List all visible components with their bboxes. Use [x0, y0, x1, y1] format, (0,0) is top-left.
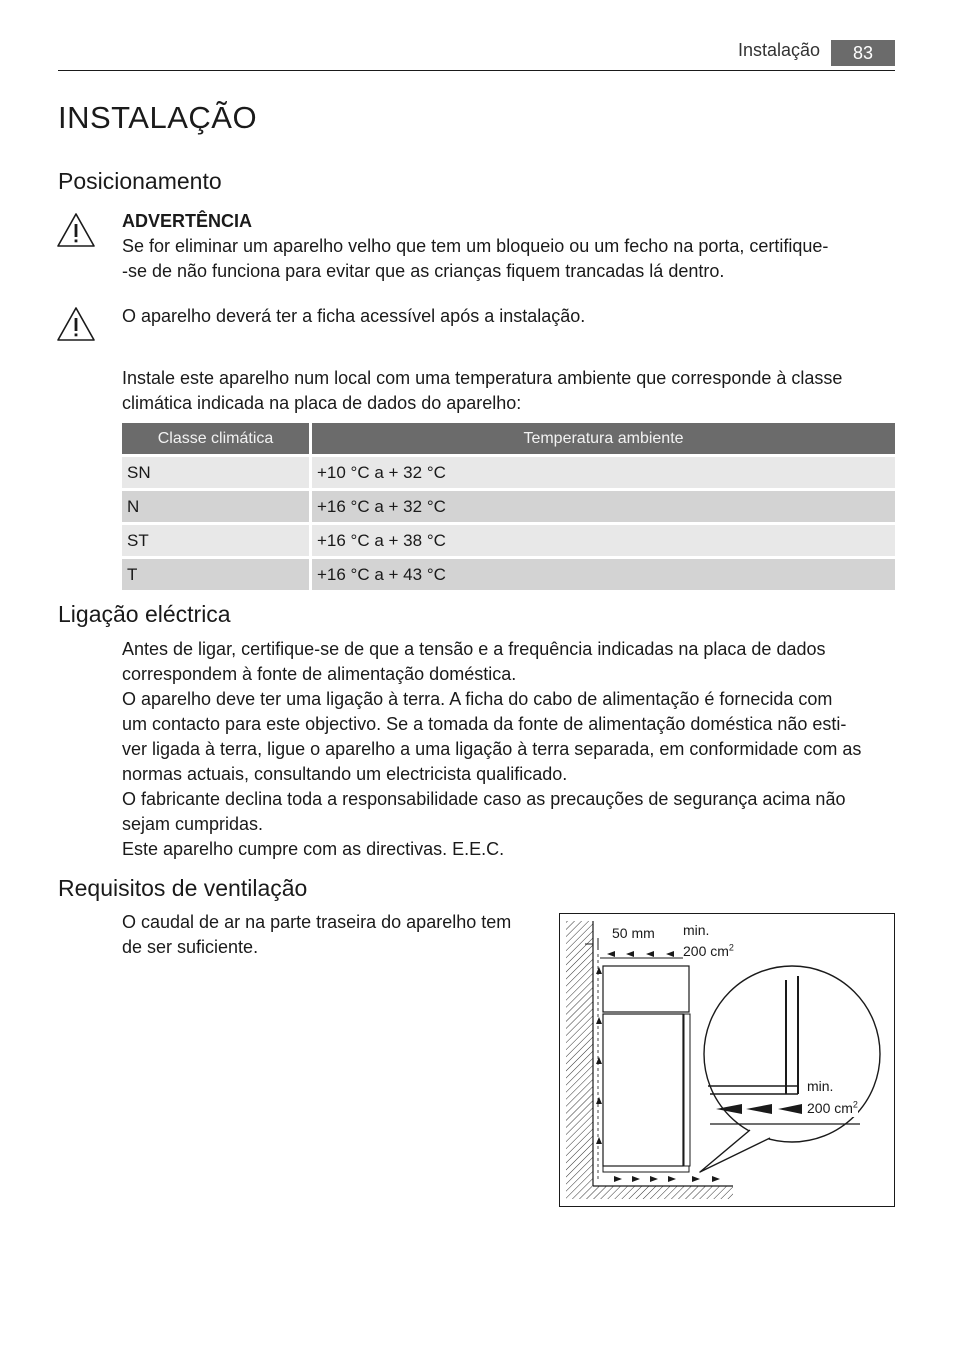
- table-row: [122, 491, 895, 522]
- heading-electrical: Ligação eléctrica: [58, 601, 231, 627]
- table-row: [122, 525, 895, 556]
- warning-title: ADVERTÊNCIA: [122, 211, 253, 231]
- electrical-line: um contacto para este objectivo. Se a tomada da fonte de alimentação doméstica não esti-: [122, 714, 847, 734]
- warning-icon: [56, 212, 96, 248]
- socket-note: O aparelho deverá ter a ficha acessível após a instalação.: [122, 306, 586, 326]
- ventilation-line2: de ser suficiente.: [122, 937, 259, 957]
- table-cell: T: [122, 559, 309, 590]
- table-cell: +16 °C a + 38 °C: [312, 525, 895, 556]
- heading-positioning: Posicionamento: [58, 168, 222, 194]
- page-title: INSTALAÇÃO: [58, 100, 258, 135]
- warning-icon: [56, 306, 96, 342]
- electrical-line: O aparelho deve ter uma ligação à terra. A ficha do cabo de alimentação é fornecida com: [122, 689, 833, 709]
- table-row: [122, 457, 895, 488]
- table-cell: +16 °C a + 43 °C: [312, 559, 895, 590]
- electrical-line: ver ligada à terra, ligue o aparelho a uma ligação à terra separada, em conformidade com as: [122, 739, 862, 759]
- page-number: 83: [831, 40, 895, 66]
- table-header-cell: Temperatura ambiente: [312, 423, 895, 454]
- gap-dimension-label: 50 mm: [612, 925, 655, 941]
- electrical-line: sejam cumpridas.: [122, 814, 264, 834]
- electrical-line: normas actuais, consultando um electricista qualificado.: [122, 764, 568, 784]
- heading-ventilation: Requisitos de ventilação: [58, 875, 308, 901]
- top-min-label: min.: [683, 922, 710, 938]
- warning-text-line2: -se de não funciona para evitar que as crianças fiquem trancadas lá dentro.: [122, 261, 725, 281]
- ventilation-line1: O caudal de ar na parte traseira do aparelho tem: [122, 912, 512, 932]
- warning-text-line1: Se for eliminar um aparelho velho que tem um bloqueio ou um fecho na porta, certifique-: [122, 236, 829, 256]
- table-header-cell: Classe climática: [122, 423, 309, 454]
- table-row: [122, 559, 895, 590]
- electrical-line: correspondem à fonte de alimentação doméstica.: [122, 664, 517, 684]
- table-cell: +10 °C a + 32 °C: [312, 457, 895, 488]
- bottom-area-label: 200 $cm^2$: [807, 1099, 858, 1116]
- table-cell: N: [122, 491, 309, 522]
- header-rule: [58, 70, 895, 71]
- electrical-line: Este aparelho cumpre com as directivas. E.E.C.: [122, 839, 505, 859]
- climate-intro-line1: Instale este aparelho num local com uma temperatura ambiente que corresponde à classe: [122, 368, 843, 388]
- running-header-section: Instalação: [737, 40, 820, 60]
- climate-intro-line2: climática indicada na placa de dados do aparelho:: [122, 393, 522, 413]
- electrical-line: Antes de ligar, certifique-se de que a tensão e a frequência indicadas na placa de dados: [122, 639, 826, 659]
- ventilation-diagram: [559, 913, 895, 1207]
- table-cell: ST: [122, 525, 309, 556]
- table-header-row: [122, 423, 895, 454]
- top-area-label: 200 $cm^2$: [683, 942, 734, 959]
- bottom-min-label: min.: [807, 1078, 834, 1094]
- table-cell: SN: [122, 457, 309, 488]
- electrical-line: O fabricante declina toda a responsabilidade caso as precauções de segurança acima não: [122, 789, 846, 809]
- table-cell: +16 °C a + 32 °C: [312, 491, 895, 522]
